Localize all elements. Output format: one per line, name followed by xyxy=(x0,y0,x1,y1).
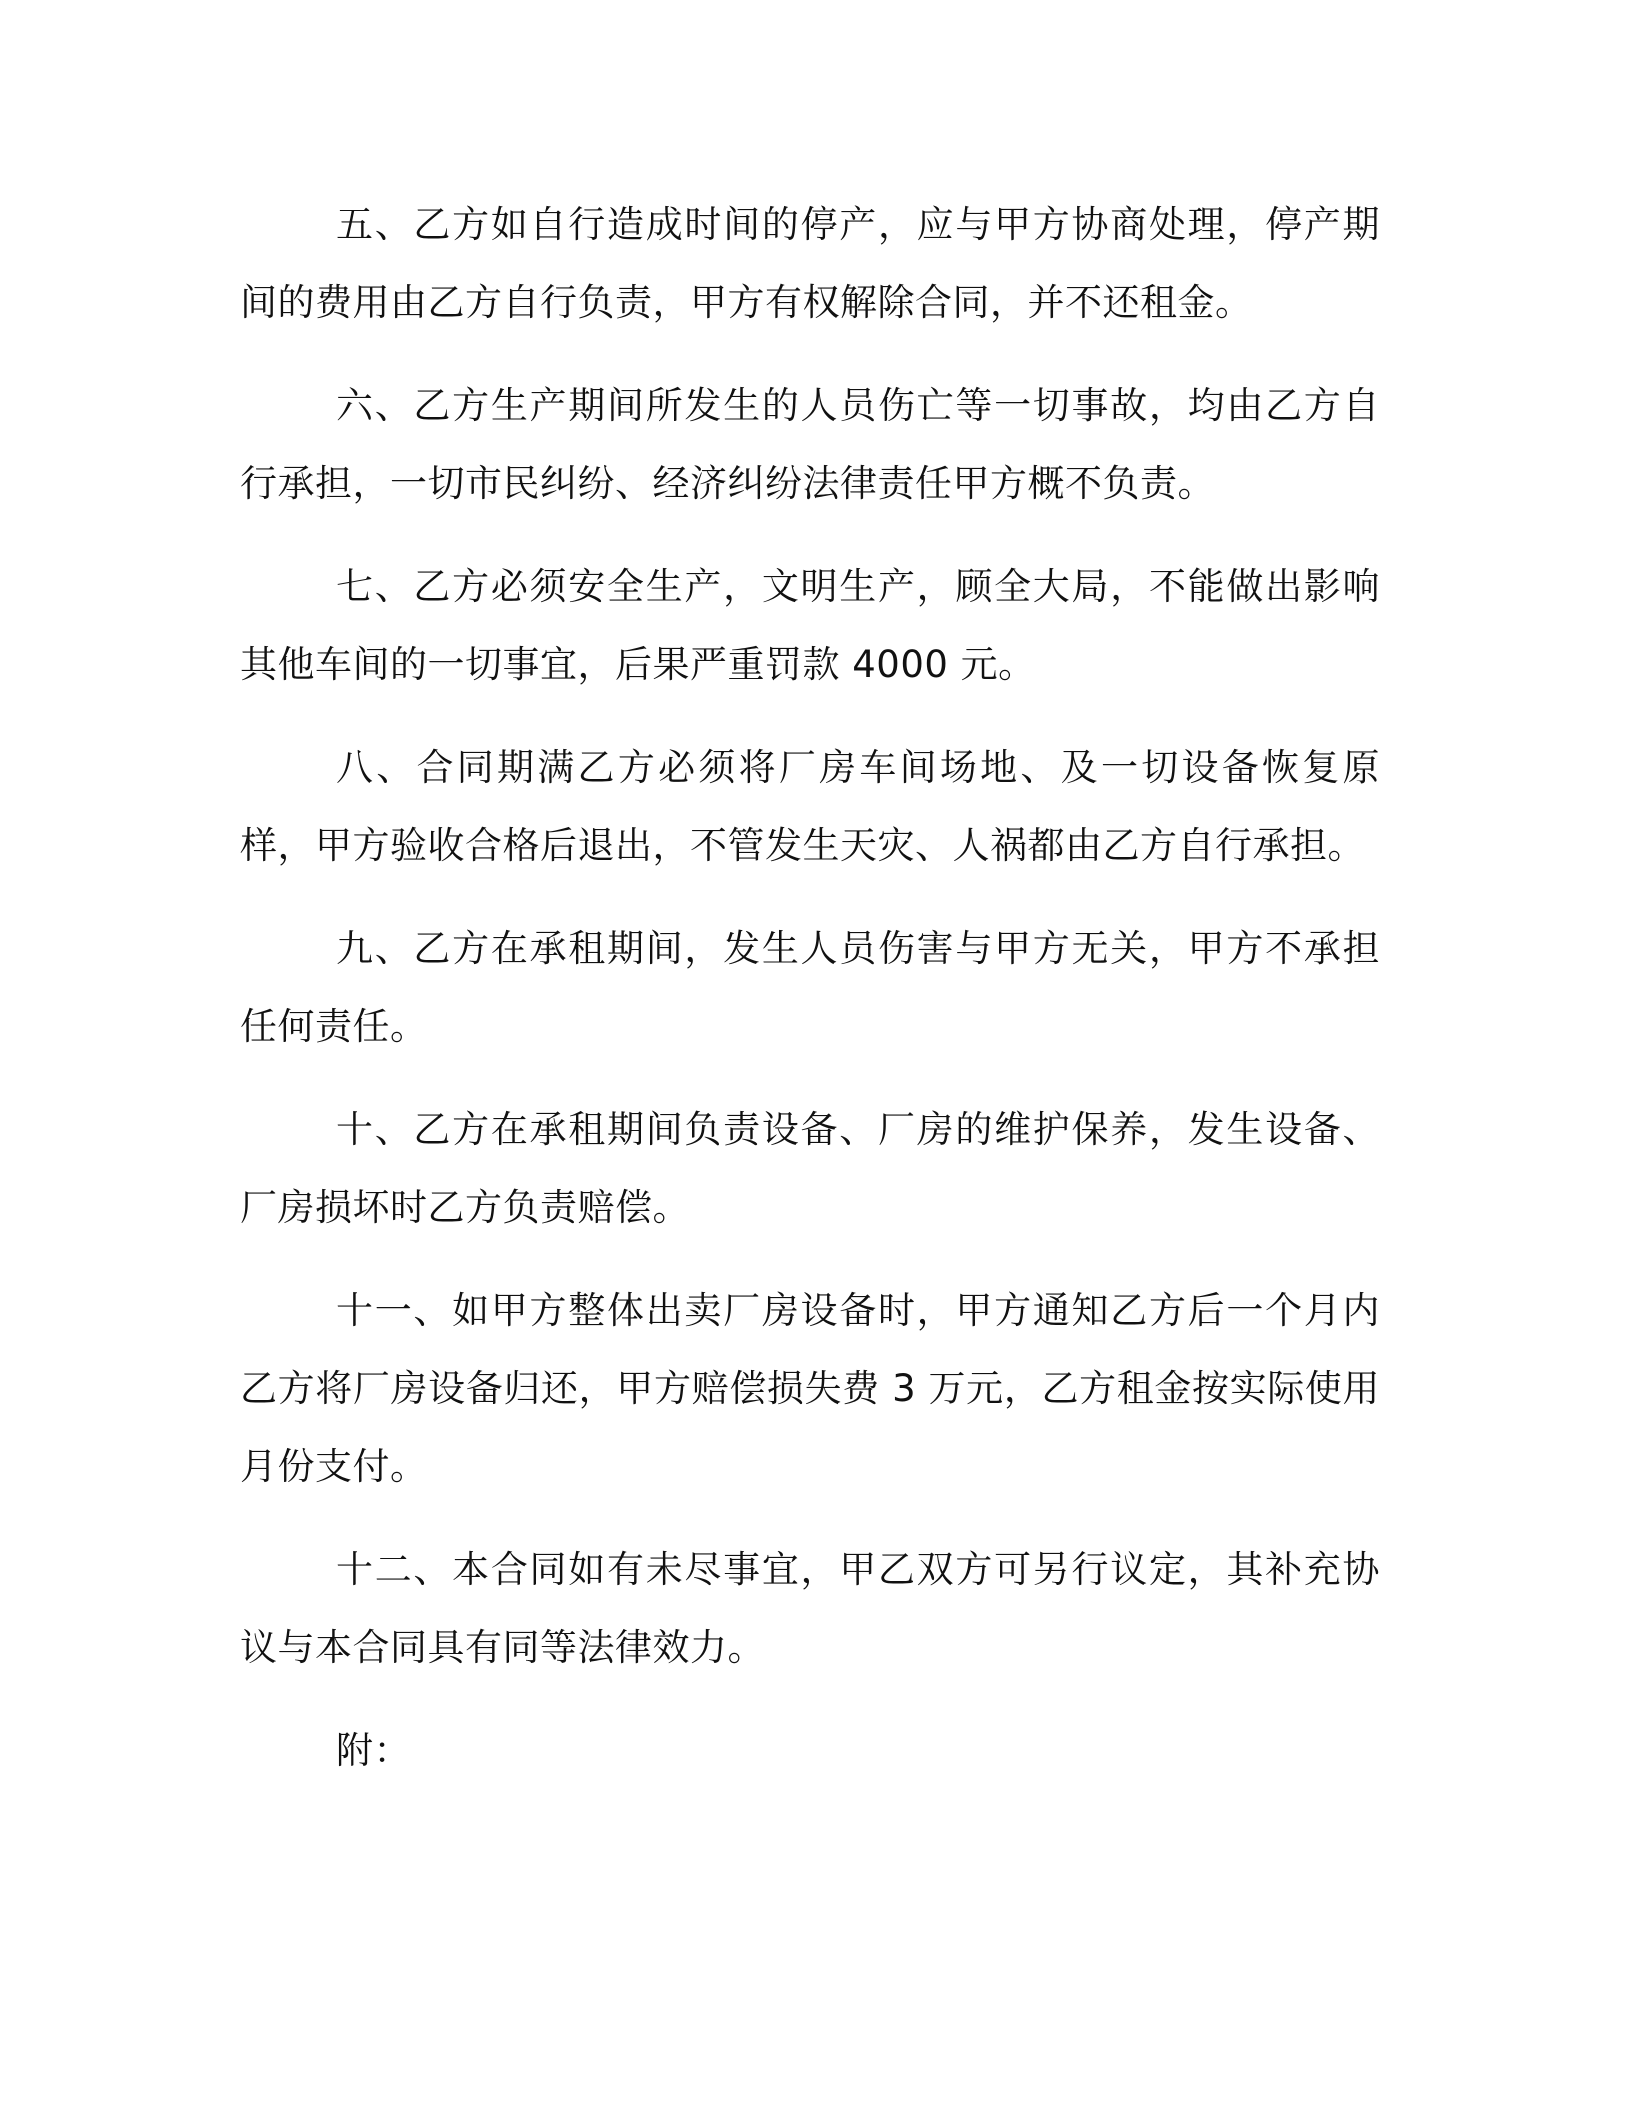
clause-5: 五、乙方如自行造成时间的停产，应与甲方协商处理，停产期间的费用由乙方自行负责，甲方有权解除合同，并不还租金。 xyxy=(240,203,1380,324)
clause-12: 十二、本合同如有未尽事宜，甲乙双方可另行议定，其补充协议与本合同具有同等法律效力。 xyxy=(240,1548,1380,1669)
clause-10: 十、乙方在承租期间负责设备、厂房的维护保养，发生设备、厂房损坏时乙方负责赔偿。 xyxy=(240,1108,1380,1229)
document-body xyxy=(240,186,1380,1790)
clause-11: 十一、如甲方整体出卖厂房设备时，甲方通知乙方后一个月内乙方将厂房设备归还，甲方赔偿损失费 3 万元，乙方租金按实际使用月份支付。 xyxy=(240,1289,1380,1488)
appendix-label: 附： xyxy=(336,1729,411,1772)
clause-6: 六、乙方生产期间所发生的人员伤亡等一切事故，均由乙方自行承担，一切市民纠纷、经济纠纷法律责任甲方概不负责。 xyxy=(240,384,1380,505)
clause-8: 八、合同期满乙方必须将厂房车间场地、及一切设备恢复原样，甲方验收合格后退出，不管发生天灾、人祸都由乙方自行承担。 xyxy=(240,746,1380,867)
clause-7: 七、乙方必须安全生产，文明生产，顾全大局，不能做出影响其他车间的一切事宜，后果严重罚款 4000 元。 xyxy=(240,565,1380,686)
clause-9: 九、乙方在承租期间，发生人员伤害与甲方无关，甲方不承担任何责任。 xyxy=(240,927,1380,1048)
